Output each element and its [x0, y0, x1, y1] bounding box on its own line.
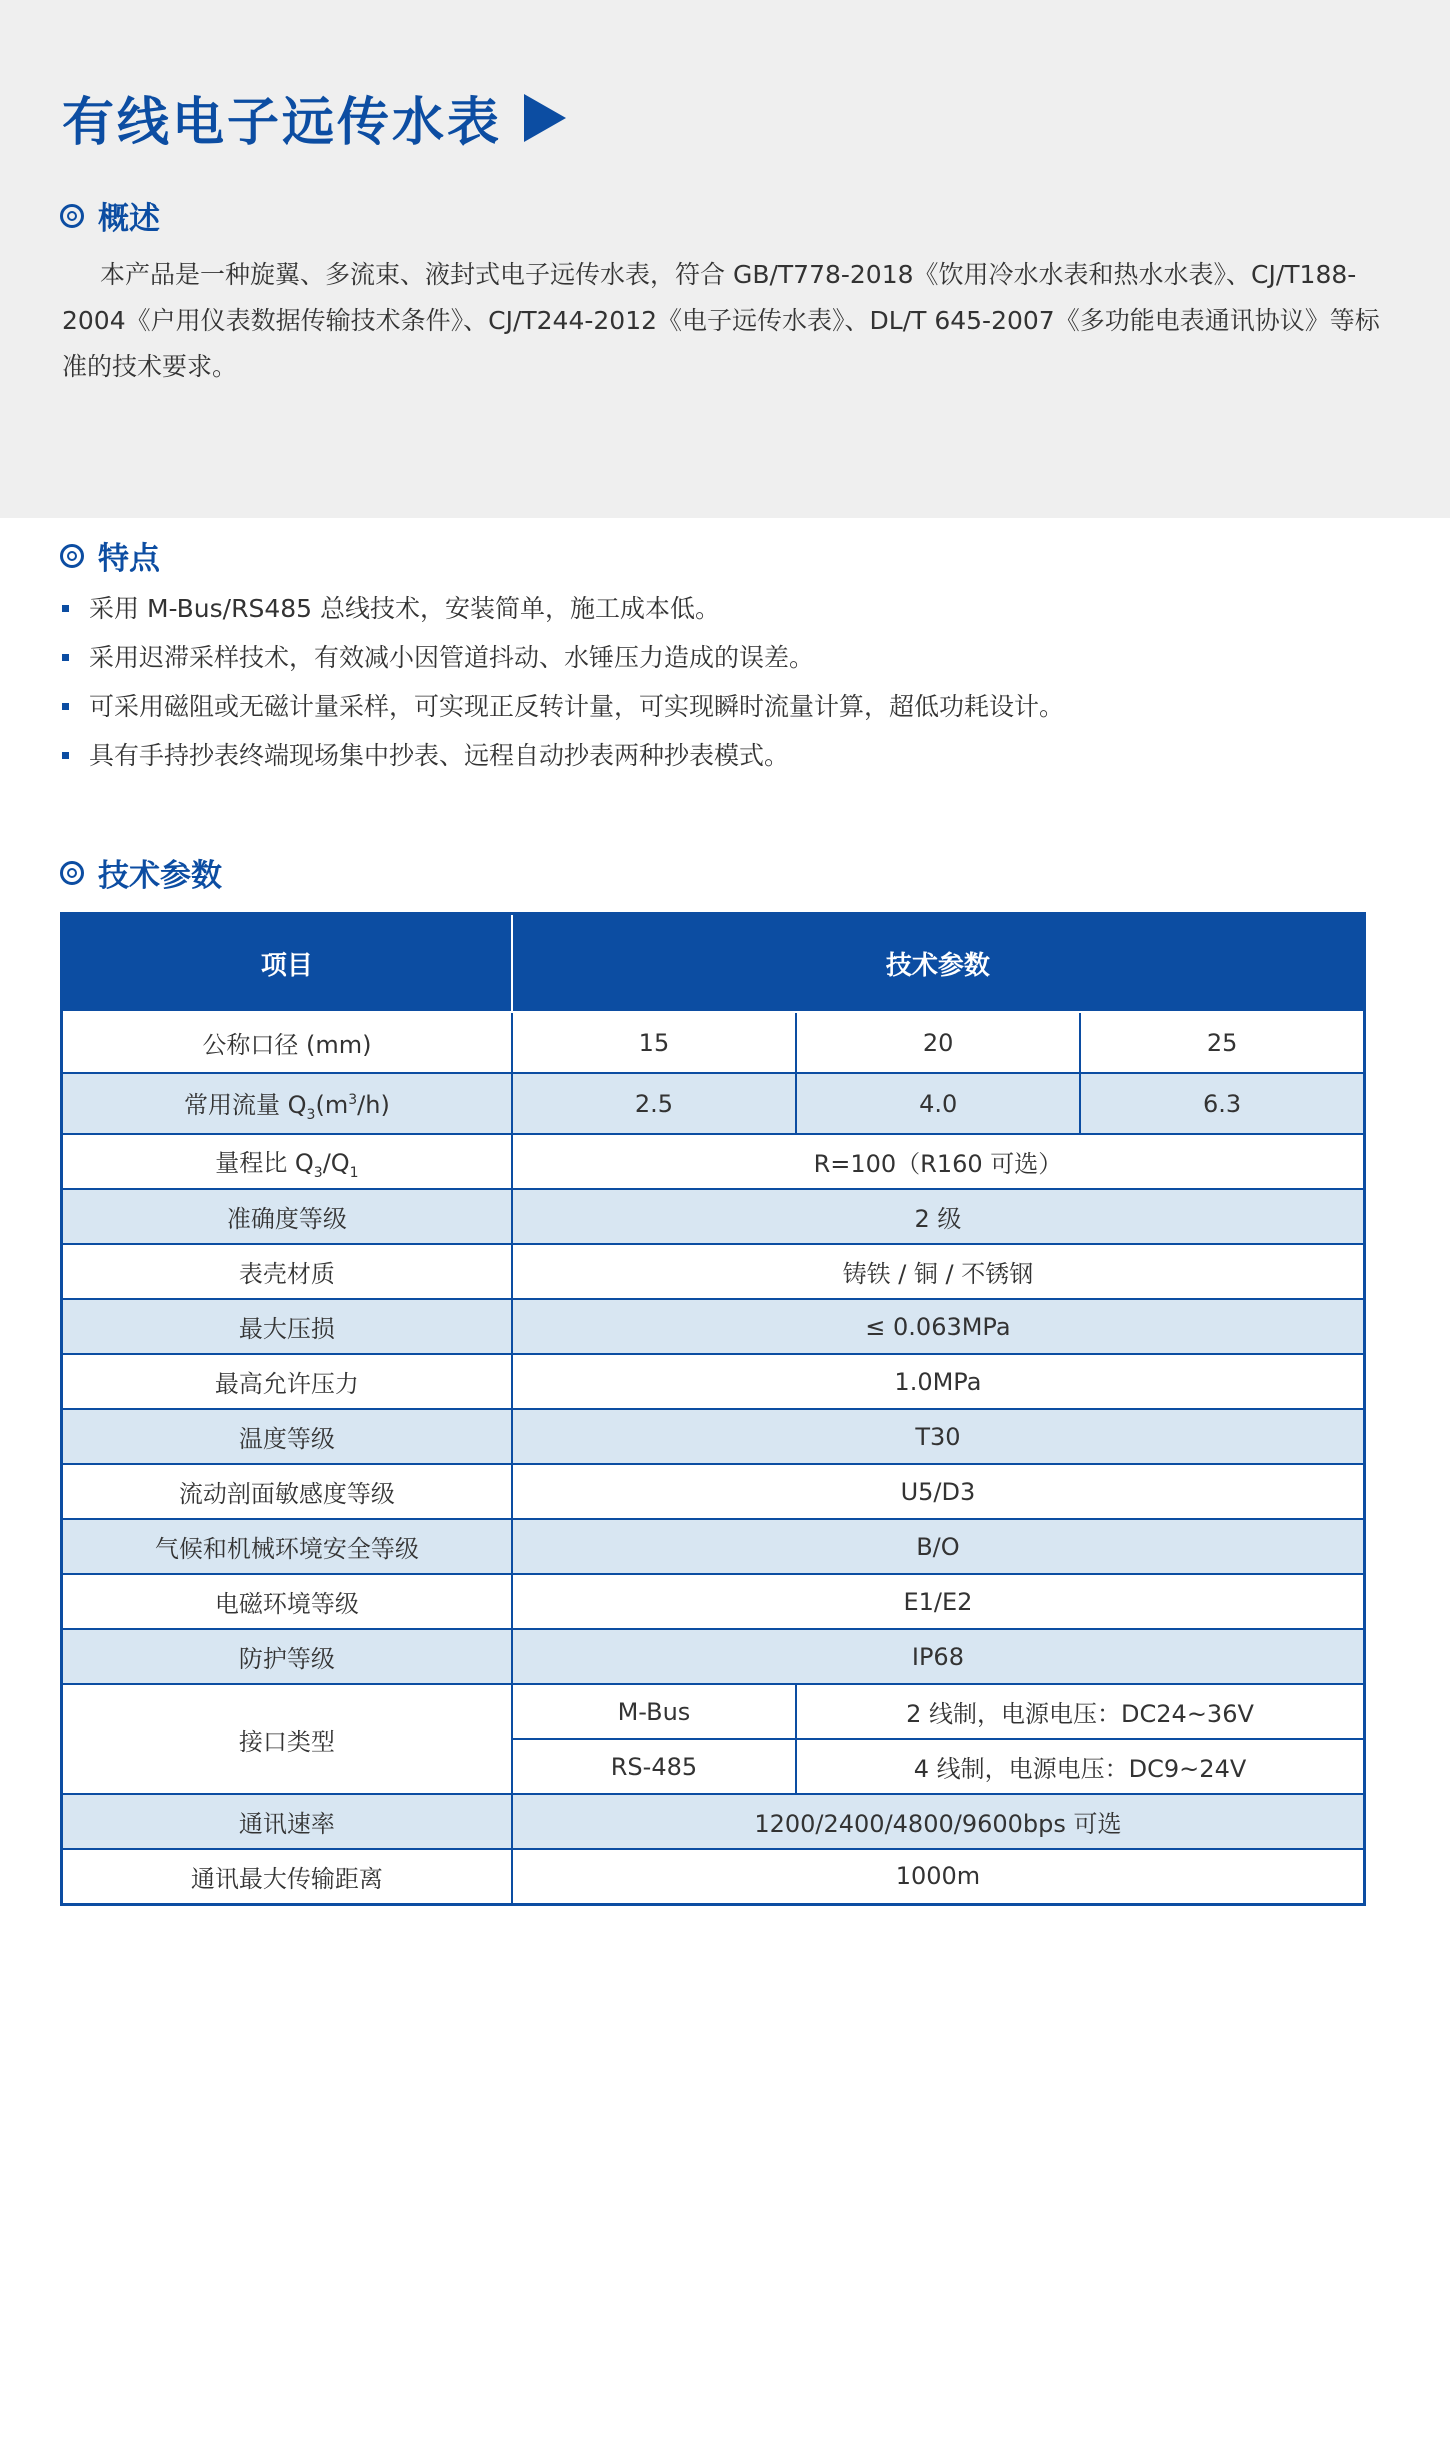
bullet-square-icon	[62, 654, 69, 661]
list-item	[62, 633, 1064, 682]
label-sup: 3	[348, 1091, 358, 1108]
cell-value: 4 线制，电源电压：DC9~24V	[796, 1739, 1364, 1794]
cell-value: 15	[512, 1012, 796, 1073]
cell-value: 2 级	[512, 1189, 1365, 1244]
list-item	[62, 584, 1064, 633]
table-row	[62, 1849, 1365, 1904]
bullet-square-icon	[62, 703, 69, 710]
cell-value: 1000m	[512, 1849, 1365, 1904]
row-label: 防护等级	[62, 1629, 512, 1684]
row-label: 准确度等级	[62, 1189, 512, 1244]
row-label: 气候和机械环境安全等级	[62, 1519, 512, 1574]
features-heading-text: 特点	[98, 541, 160, 577]
bullet-square-icon	[62, 752, 69, 759]
specs-heading	[60, 850, 222, 895]
specs-table	[60, 912, 1366, 1906]
label-sub: 1	[349, 1164, 359, 1181]
cell-value: U5/D3	[512, 1464, 1365, 1519]
cell-value: 铸铁 / 铜 / 不锈钢	[512, 1244, 1365, 1299]
row-label: 表壳材质	[62, 1244, 512, 1299]
table-row	[62, 1354, 1365, 1409]
row-label	[62, 1073, 512, 1134]
table-row	[62, 1409, 1365, 1464]
label-sub: 3	[313, 1164, 323, 1181]
row-label: 温度等级	[62, 1409, 512, 1464]
double-circle-icon	[60, 204, 84, 228]
cell-value: 2.5	[512, 1073, 796, 1134]
table-row	[62, 1189, 1365, 1244]
cell-value: 20	[796, 1012, 1080, 1073]
table-row	[62, 1134, 1365, 1189]
overview-heading-text: 概述	[98, 201, 160, 237]
label-part: (m	[315, 1090, 349, 1119]
table-row	[62, 1012, 1365, 1073]
cell-value: RS-485	[512, 1739, 796, 1794]
table-row	[62, 1629, 1365, 1684]
row-label: 最高允许压力	[62, 1354, 512, 1409]
cell-value: 1200/2400/4800/9600bps 可选	[512, 1794, 1365, 1849]
row-label: 公称口径 (mm)	[62, 1012, 512, 1073]
label-part: 常用流量 Q	[184, 1090, 307, 1119]
cell-value: B/O	[512, 1519, 1365, 1574]
double-circle-icon	[60, 544, 84, 568]
table-row	[62, 1299, 1365, 1354]
label-sub: 3	[306, 1106, 316, 1123]
feature-text: 采用迟滞采样技术，有效减小因管道抖动、水锤压力造成的误差。	[89, 643, 815, 672]
row-label: 最大压损	[62, 1299, 512, 1354]
label-part: 量程比 Q	[215, 1148, 314, 1177]
row-label: 通讯最大传输距离	[62, 1849, 512, 1904]
label-part: /h)	[357, 1090, 390, 1119]
features-list	[62, 584, 1064, 780]
row-label: 电磁环境等级	[62, 1574, 512, 1629]
cell-value: ≤ 0.063MPa	[512, 1299, 1365, 1354]
cell-value: T30	[512, 1409, 1365, 1464]
cell-value: 2 线制，电源电压：DC24~36V	[796, 1684, 1364, 1739]
column-header-item: 项目	[62, 914, 512, 1013]
table-row	[62, 1574, 1365, 1629]
cell-value: R=100（R160 可选）	[512, 1134, 1365, 1189]
table-row	[62, 1684, 1365, 1739]
feature-text: 具有手持抄表终端现场集中抄表、远程自动抄表两种抄表模式。	[89, 741, 790, 770]
cell-value: 1.0MPa	[512, 1354, 1365, 1409]
cell-value: IP68	[512, 1629, 1365, 1684]
double-circle-icon	[60, 861, 84, 885]
row-label: 接口类型	[62, 1684, 512, 1794]
row-label: 流动剖面敏感度等级	[62, 1464, 512, 1519]
column-header-param: 技术参数	[512, 914, 1365, 1013]
cell-value: E1/E2	[512, 1574, 1365, 1629]
cell-value: 25	[1080, 1012, 1364, 1073]
features-heading	[60, 533, 160, 578]
cell-value: M-Bus	[512, 1684, 796, 1739]
overview-heading	[60, 193, 160, 238]
row-label: 通讯速率	[62, 1794, 512, 1849]
cell-value: 6.3	[1080, 1073, 1364, 1134]
feature-text: 可采用磁阻或无磁计量采样，可实现正反转计量，可实现瞬时流量计算，超低功耗设计。	[89, 692, 1065, 721]
row-label	[62, 1134, 512, 1189]
list-item	[62, 731, 1064, 780]
list-item	[62, 682, 1064, 731]
play-triangle-icon	[524, 94, 566, 142]
bullet-square-icon	[62, 605, 69, 612]
feature-text: 采用 M-Bus/RS485 总线技术，安装简单，施工成本低。	[89, 594, 720, 623]
table-row	[62, 1464, 1365, 1519]
specs-heading-text: 技术参数	[98, 858, 222, 894]
page-title	[62, 80, 566, 155]
table-row	[62, 1073, 1365, 1134]
overview-text: 本产品是一种旋翼、多流束、液封式电子远传水表，符合 GB/T778-2018《饮用冷水水表和热水水表》、CJ/T188-2004《户用仪表数据传输技术条件》、CJ/T244-2012《电子远传水表》、DL/T 645-2007《多功能电表通讯协议》等标准的技术要求。	[62, 260, 1380, 381]
cell-value: 4.0	[796, 1073, 1080, 1134]
label-part: /Q	[322, 1148, 350, 1177]
overview-panel	[0, 0, 1450, 518]
table-row	[62, 1519, 1365, 1574]
table-row	[62, 1244, 1365, 1299]
table-header-row	[62, 914, 1365, 1013]
page-title-text: 有线电子远传水表	[62, 93, 503, 153]
table-row	[62, 1794, 1365, 1849]
